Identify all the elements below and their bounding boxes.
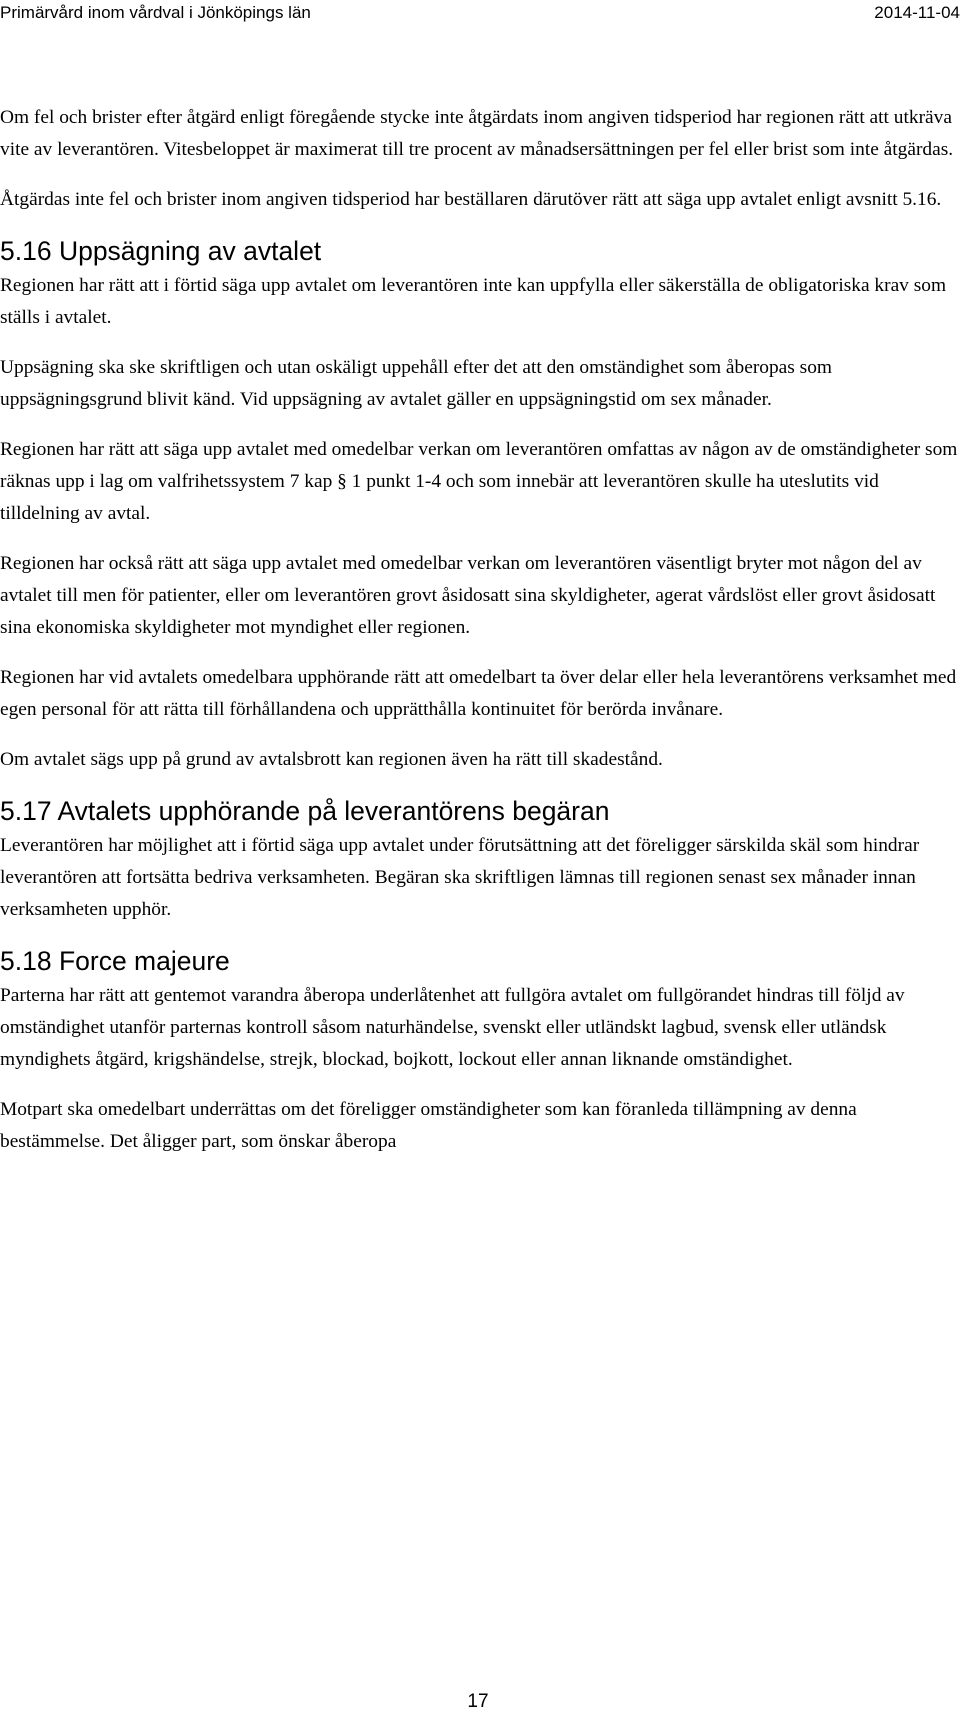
header-date: 2014-11-04 [874, 3, 960, 22]
paragraph-written-notice: Uppsägning ska ske skriftligen och utan oskäligt uppehåll efter det att den omständighet som åberopas som uppsägningsgrund blivit känd. Vid uppsägning av avtalet gäller en uppsägningstid om sex månader. [0, 357, 832, 410]
page-number [0, 1690, 960, 1714]
paragraph-immediate-termination-law: Regionen har rätt att säga upp avtalet med omedelbar verkan om leverantören omfattas av någon av de omständigheter som räknas upp i lag om valfrihetssystem 7 kap § 1 punkt 1-4 och som innebär att leverantören skulle ha uteslutits vid tilldelning av avtal. [0, 439, 958, 524]
paragraph-supplier-termination: Leverantören har möjlighet att i förtid säga upp avtalet under förutsättning att det föreligger särskilda skäl som hindrar leverantören att fortsätta bedriva verksamheten. Begäran ska skriftligen lämnas till regionen senast sex månader innan verksamheten upphör. [0, 835, 920, 920]
page-number-label: 17 [467, 1691, 489, 1712]
paragraph-force-majeure: Parterna har rätt att gentemot varandra åberopa underlåtenhet att fullgöra avtalet om fullgörandet hindras till följd av omständighet utanför parternas kontroll såsom naturhändelse, svenskt eller utländskt lagbud, svensk eller utländsk myndighets åtgärd, krigshändelse, strejk, blockad, bojkott, lockout eller annan liknande omständighet. [0, 985, 905, 1070]
paragraph-penalty: Om fel och brister efter åtgärd enligt föregående stycke inte åtgärdats inom angiven tidsperiod har regionen rätt att utkräva vite av leverantören. Vitesbeloppet är maximerat till tre procent av månadsersättningen per fel eller brist som inte åtgärdas. [0, 107, 954, 160]
paragraph-damages: Om avtalet sägs upp på grund av avtalsbrott kan regionen även ha rätt till skadestånd. [0, 749, 663, 770]
paragraph-takeover: Regionen har vid avtalets omedelbara upphörande rätt att omedelbart ta över delar eller hela leverantörens verksamhet med egen personal för att rätta till förhållandena och upprätthålla kontinuitet för berörda invånare. [0, 667, 957, 720]
section-heading-5-16: 5.16 Uppsägning av avtalet [0, 236, 322, 266]
page-header [0, 0, 960, 30]
document-body [0, 102, 958, 1176]
section-heading-5-17: 5.17 Avtalets upphörande på leverantörens begäran [0, 796, 610, 826]
section-heading-5-18: 5.18 Force majeure [0, 946, 230, 976]
paragraph-immediate-termination-breach: Regionen har också rätt att säga upp avtalet med omedelbar verkan om leverantören väsentligt bryter mot någon del av avtalet till men för patienter, eller om leverantören grovt åsidosatt sina skyldigheter, agerat vårdslöst eller grovt åsidosatt sina ekonomiska skyldigheter mot myndighet eller regionen. [0, 553, 936, 638]
paragraph-termination-right: Åtgärdas inte fel och brister inom angiven tidsperiod har beställaren därutöver rätt att säga upp avtalet enligt avsnitt 5.16. [0, 189, 942, 210]
header-document-title: Primärvård inom vårdval i Jönköpings län [0, 3, 311, 22]
paragraph-early-termination: Regionen har rätt att i förtid säga upp avtalet om leverantören inte kan uppfylla eller säkerställa de obligatoriska krav som ställs i avtalet. [0, 275, 947, 328]
paragraph-notification: Motpart ska omedelbart underrättas om det föreligger omständigheter som kan föranleda tillämpning av denna bestämmelse. Det åligger part, som önskar åberopa [0, 1099, 857, 1152]
